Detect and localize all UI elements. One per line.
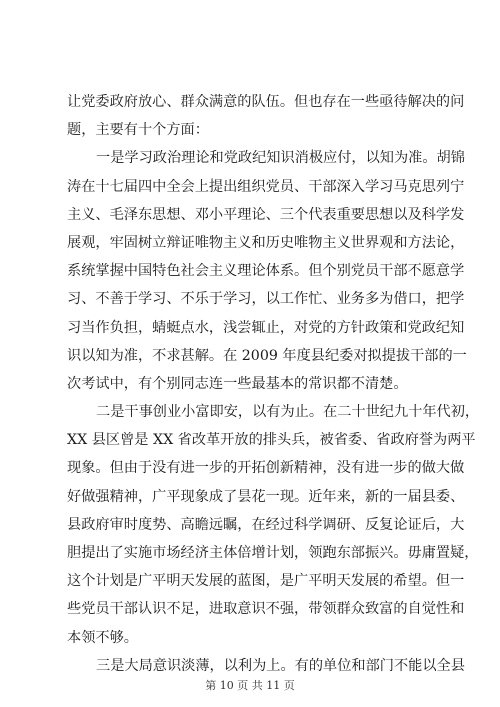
text-line: 些党员干部认识不足，进取意识不强，带领群众致富的自觉性和	[67, 601, 465, 618]
paragraph-first-line: 二是干事创业小富即安，以有为止。在二十世纪九十年代初，	[96, 404, 480, 421]
text-line: 涛在十七届四中全会上提出组织党员、干部深入学习马克思列宁	[67, 178, 465, 195]
text-line: 题，主要有十个方面：	[67, 122, 209, 139]
text-line: 习、不善于学习、不乐于学习，以工作忙、业务多为借口，把学	[67, 291, 465, 308]
text-line: 好做强精神，广平现象成了昙花一现。近年来，新的一届县委、	[67, 488, 465, 505]
text-line: 展观，牢固树立辩证唯物主义和历史唯物主义世界观和方法论，	[67, 234, 465, 251]
page-footer: 第 10 页 共 11 页	[205, 679, 295, 692]
body-text	[67, 88, 480, 680]
text-line: 这个计划是广平明天发展的蓝图，是广平明天发展的希望。但一	[67, 573, 465, 590]
text-line: 县政府审时度势、高瞻远瞩，在经过科学调研、反复论证后，大	[67, 516, 465, 533]
text-line: 习当作负担，蜻蜓点水，浅尝辄止，对党的方针政策和党政纪知	[67, 319, 465, 336]
text-line: 让党委政府放心、群众满意的队伍。但也存在一些亟待解决的问	[67, 94, 465, 110]
text-line: XX 县区曾是 XX 省改革开放的排头兵，被省委、省政府誉为两平	[67, 432, 476, 449]
paragraph-first-line: 三是大局意识淡薄，以利为上。有的单位和部门不能以全县	[96, 657, 465, 674]
text-line: 本领不够。	[67, 629, 138, 646]
text-line: 主义、毛泽东思想、邓小平理论、三个代表重要思想以及科学发	[67, 206, 465, 223]
text-line: 现象。但由于没有进一步的开拓创新精神，没有进一步的做大做	[67, 460, 465, 477]
text-line: 识以知为准，不求甚解。在 2009 年度县纪委对拟提拔干部的一	[67, 347, 467, 364]
text-line: 系统掌握中国特色社会主义理论体系。但个别党员干部不愿意学	[67, 263, 465, 280]
text-line: 胆提出了实施市场经济主体倍增计划，领跑东部振兴。毋庸置疑，	[67, 545, 479, 561]
text-line: 次考试中，有个别同志连一些最基本的常识都不清楚。	[67, 375, 408, 392]
paragraph-first-line: 一是学习政治理论和党政纪知识消极应付，以知为准。胡锦	[96, 150, 465, 167]
